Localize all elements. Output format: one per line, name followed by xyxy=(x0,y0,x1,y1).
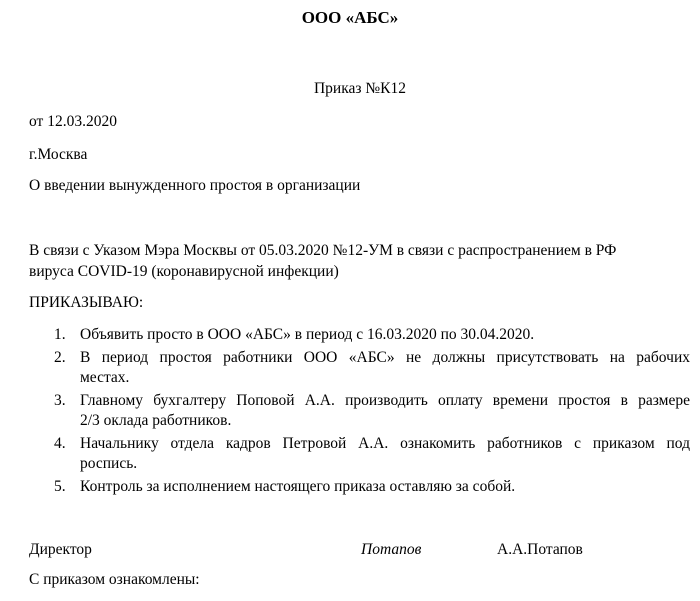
list-item-text: Главному бухгалтеру Поповой А.А. производить оплату времени простоя в размере xyxy=(80,392,690,409)
list-item-text: Начальнику отдела кадров Петровой А.А. ознакомить работников с приказом под xyxy=(80,435,690,452)
list-item-text: Контроль за исполнением настоящего приказа оставляю за собой. xyxy=(80,478,516,495)
director-name: А.А.Потапов xyxy=(497,541,583,558)
order-subject: О введении вынужденного простоя в организации xyxy=(29,177,361,194)
list-item xyxy=(54,434,690,474)
order-date: от 12.03.2020 xyxy=(29,113,117,130)
list-item-number: 3. xyxy=(54,392,66,409)
list-item-number: 2. xyxy=(54,349,66,366)
order-city: г.Москва xyxy=(29,146,88,163)
list-item-number: 4. xyxy=(54,435,66,452)
company-name: ООО «АБС» xyxy=(301,8,399,27)
order-directive-heading: ПРИКАЗЫВАЮ: xyxy=(29,294,144,311)
director-title: Директор xyxy=(29,541,92,558)
list-item xyxy=(54,348,690,388)
list-item xyxy=(54,325,690,345)
list-item xyxy=(54,391,690,431)
list-item-number: 5. xyxy=(54,478,66,495)
list-item-text: местах. xyxy=(80,369,130,386)
list-item-text: В период простоя работники ООО «АБС» не должны присутствовать на рабочих xyxy=(80,349,690,366)
list-item-number: 1. xyxy=(54,326,66,343)
preamble-line: вируса COVID-19 (коронавирусной инфекции) xyxy=(29,263,339,280)
acquainted-label: С приказом ознакомлены: xyxy=(29,571,200,588)
list-item xyxy=(54,477,690,497)
preamble-line: В связи с Указом Мэра Москвы от 05.03.2020 №12-УМ в связи с распространением в РФ xyxy=(29,242,617,259)
order-title: Приказ №К12 xyxy=(313,80,407,97)
director-signature: Потапов xyxy=(361,541,422,558)
list-item-text: Объявить просто в ООО «АБС» в период с 16.03.2020 по 30.04.2020. xyxy=(80,326,535,343)
preamble-paragraph xyxy=(29,240,659,282)
list-item-text: 2/3 оклада работников. xyxy=(80,412,232,429)
list-item-text: роспись. xyxy=(80,455,138,472)
order-items-list xyxy=(54,325,690,500)
